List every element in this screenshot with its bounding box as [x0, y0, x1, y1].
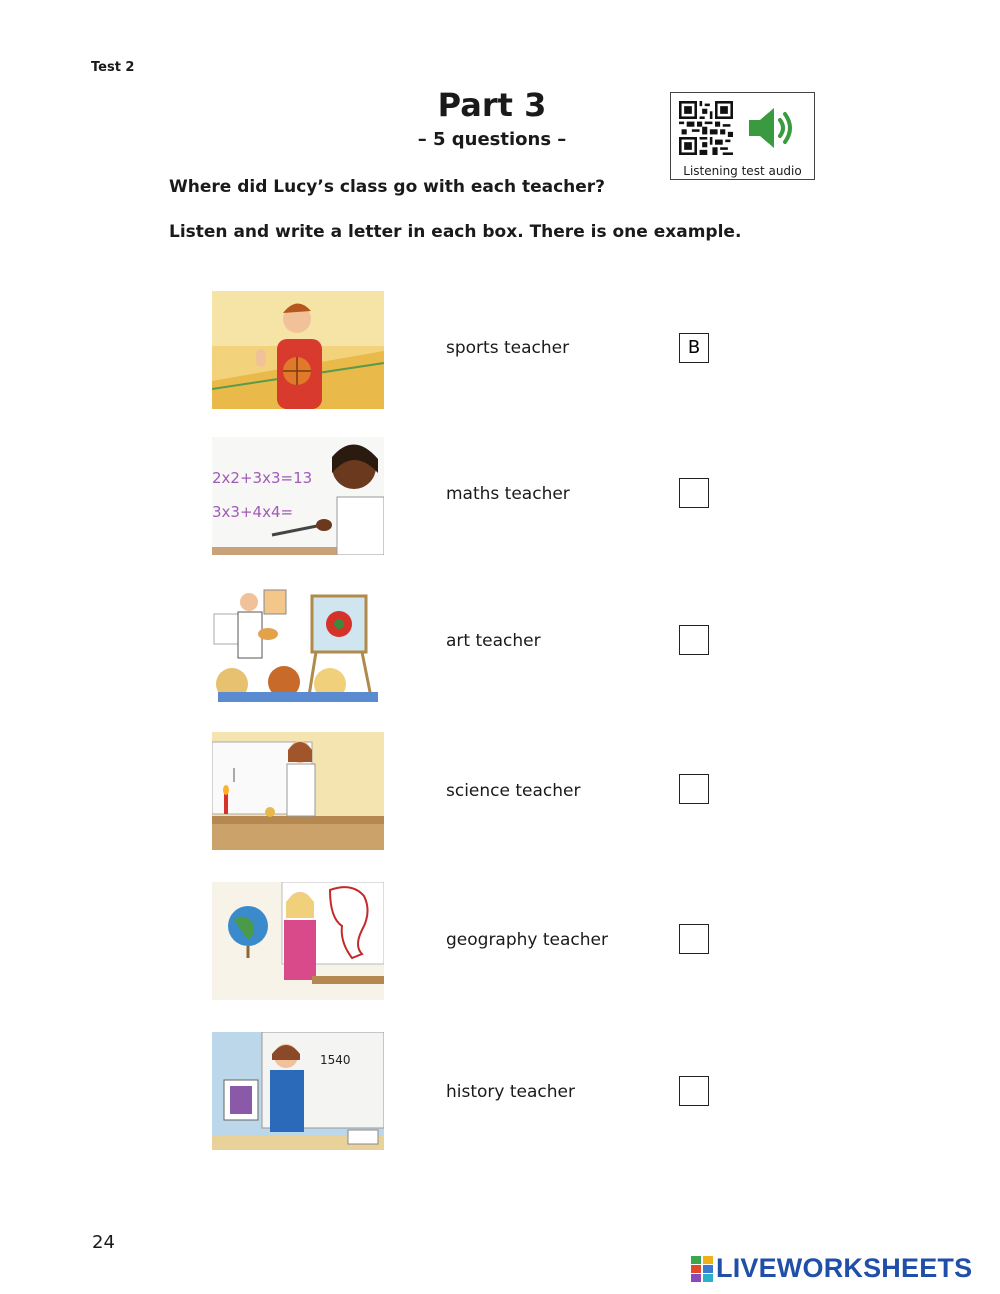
question-instruction: Where did Lucy’s class go with each teacher? [169, 177, 606, 197]
qr-code-icon [679, 101, 733, 155]
history-teacher-picture [212, 1032, 384, 1150]
row-label-history: history teacher [446, 1082, 575, 1102]
test-label: Test 2 [91, 60, 135, 75]
liveworksheets-logo[interactable] [691, 1253, 972, 1284]
row-label-maths: maths teacher [446, 484, 570, 504]
answer-box-art[interactable] [679, 625, 709, 655]
audio-caption: Listening test audio [683, 164, 802, 178]
geography-teacher-picture [212, 882, 384, 1000]
answer-box-science[interactable] [679, 774, 709, 804]
page-number: 24 [92, 1232, 115, 1253]
answer-box-geography[interactable] [679, 924, 709, 954]
liveworksheets-brand-text: LIVEWORKSHEETS [716, 1253, 973, 1283]
row-label-science: science teacher [446, 781, 581, 801]
row-label-art: art teacher [446, 631, 541, 651]
row-label-geography: geography teacher [446, 930, 608, 950]
answer-box-history[interactable] [679, 1076, 709, 1106]
task-instruction: Listen and write a letter in each box. There is one example. [169, 222, 742, 242]
maths-board-line1: 2x2+3x3=13 [212, 469, 313, 487]
science-teacher-picture [212, 732, 384, 850]
history-board-year: 1540 [320, 1053, 351, 1067]
art-teacher-picture [212, 584, 384, 702]
liveworksheets-logo-icon [691, 1256, 713, 1282]
maths-board-line2: 3x3+4x4= [212, 503, 294, 521]
answer-box-maths[interactable] [679, 478, 709, 508]
listening-audio-button[interactable] [670, 92, 815, 180]
answer-box-sports[interactable] [679, 333, 709, 363]
sports-teacher-picture [212, 291, 384, 409]
maths-teacher-picture [212, 437, 384, 555]
row-label-sports: sports teacher [446, 338, 570, 358]
part-subtitle: – 5 questions – [417, 129, 567, 150]
part-title: Part 3 [437, 86, 547, 124]
speaker-icon [747, 105, 799, 151]
